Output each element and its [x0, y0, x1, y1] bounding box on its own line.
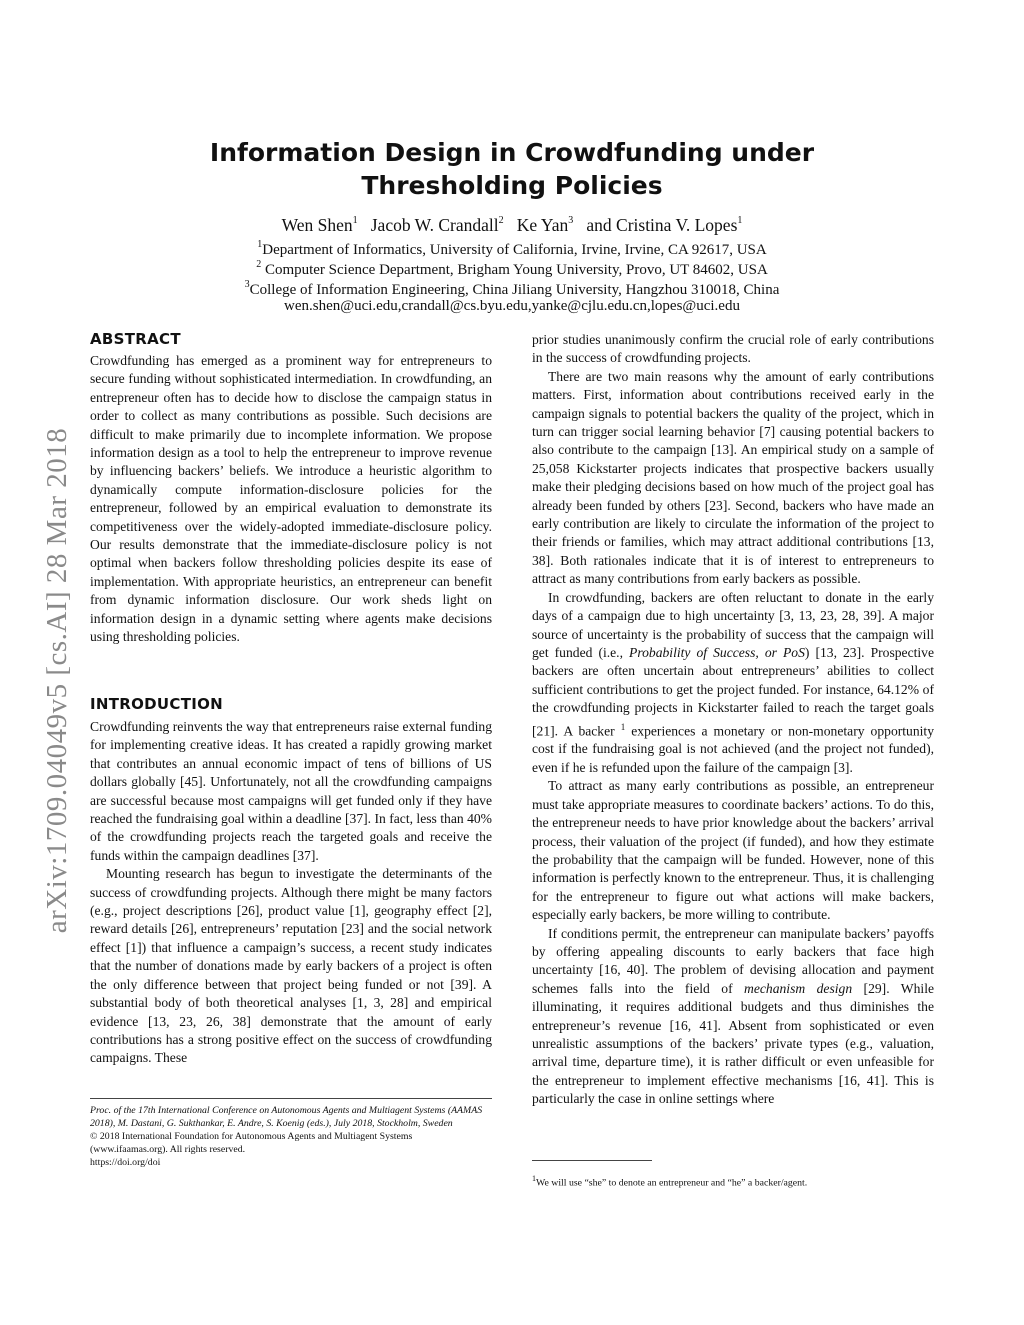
body-paragraph: To attract as many early contributions as possible, an entrepreneur must take appropriate measures to coordinate backers’ actions. To do this, the entrepreneur needs to have prior knowledge about the backers’ arrival process, their valuation of the project (if funded), and how they estimate the probability that the campaign will be funded. However, none of this information is perfectly known to the entrepreneur. Thus, it is challenging for the entrepreneur to figure out what actions will make backers, especially early backers, be more willing to contribute.	[532, 778, 934, 923]
affiliation: $^3$College of Information Engineering, China Jiliang University, Hangzhou 310018, China	[244, 279, 780, 298]
paper-title: Information Design in Crowdfunding under Thresholding Policies	[209, 138, 815, 200]
footnote: $^1$We will use “she” to denote an entrepreneur and “he” a backer/agent.	[532, 1174, 808, 1189]
abstract-text: Crowdfunding has emerged as a prominent way for entrepreneurs to secure funding without sophisticated intermediation. In crowdfunding, an entrepreneur often has to decide how to disclose the campaign status in order to collect as many contributions as possible. Such decisions are difficult to make primarily due to incomplete information. We propose information design as a tool to help the entrepreneur to improve revenue by influencing backers’ beliefs. We introduce a heuristic algorithm to dynamically compute information-disclosure policies for the entrepreneur, followed by an empirical evaluation to demonstrate its competitiveness over the widely-adopted immediate-disclosure policy. Our results demonstrate that the immediate-disclosure policy is not optimal when backers follow thresholding policies despite its ease of implementation. With appropriate heuristics, an entrepreneur can benefit from dynamic information disclosure. Our work sheds light on information design in a dynamic setting where agents make decisions using thresholding policies.	[90, 353, 492, 645]
author: Ke Yan$^3$	[516, 214, 574, 235]
author-emails: wen.shen@uci.edu,crandall@cs.byu.edu,yanke@cjlu.edu.cn,lopes@uci.edu	[284, 298, 740, 314]
body-paragraph: In crowdfunding, backers are often reluctant to donate in the early days of a campaign due to high uncertainty [3, 13, 23, 28, 39]. A major source of uncertainty is the probability of success that the campaign will get funded (i.e., Probability of Success, or PoS) [13, 23]. Prospective backers are often uncertain about entrepreneurs’ abilities to collect sufficient contributions to get the project funded. For instance, 64.12% of the crowdfunding projects in Kickstarter failed to reach the target goals [21]. A backer $^1$ experiences a monetary or non-monetary opportunity cost if the fundraising goal is not achieved (and the project not funded), even if he is refunded upon the failure of the campaign [3].	[532, 589, 934, 775]
footnote-rule	[532, 1160, 652, 1161]
conference-footnote	[90, 1104, 492, 1169]
abstract-body	[90, 352, 492, 647]
copyright-notice: © 2018 International Foundation for Autonomous Agents and Multiagent Systems (www.ifaamas.org). All rights reserved.	[90, 1131, 413, 1155]
author: Wen Shen$^1$	[281, 214, 358, 235]
arxiv-id-text: arXiv:1709.04049v5 [cs.AI] 28 Mar 2018	[41, 427, 74, 933]
author-list	[120, 210, 904, 237]
intro-paragraph: Mounting research has begun to investigate the determinants of the success of crowdfunding projects. Although there might be many factors (e.g., project descriptions [26], product value [1], geography effect [2], reward details [26], entrepreneurs’ reputation [23] and the social network effect [1]) that influence a campaign’s success, a recent study indicates that the number of donations made by early backers of a project is often the only difference between that project being funded or not [39]. A substantial body of both theoretical analyses [1, 3, 28] and empirical evidence [13, 23, 26, 38] demonstrate that the amount of early contributions has a strong positive effect on the success of crowdfunding campaigns. These	[90, 866, 492, 1066]
intro-paragraph: Crowdfunding reinvents the way that entrepreneurs raise external funding for implementing creative ideas. It has created a rapidly growing market that contributes an annual economic impact of tens of billions of US dollars globally [45]. Unfortunately, not all the crowdfunding campaigns are successful because most campaigns will get funded only if they have reached the fundraising goal within a deadline [37]. In fact, less than 40% of the crowdfunding projects reach the targeted goals and receive the funds within the campaign deadlines [37].	[90, 719, 492, 863]
body-paragraph: prior studies unanimously confirm the crucial role of early contributions in the success of crowdfunding projects.	[532, 332, 934, 366]
body-paragraph: There are two main reasons why the amount of early contributions matters. First, information about contributions received early in the campaign signals to potential backers the quality of the project, which in turn can trigger social learning behavior [7] causing potential backers to also contribute to the campaign [13]. An empirical study on a sample of 25,058 Kickstarter projects indicates that prospective backers usually make their pledging decisions based on how much of the project goal has already been funded by others [23]. Second, backers who have made an early contribution are likely to circulate the information of the project to their friends or families, which may attract additional contributions [13, 38]. Both rationales indicate that it is of interest to entrepreneurs to attract as many contributions from early backers as possible.	[532, 368, 934, 587]
right-column-body	[532, 331, 934, 1109]
doi-link[interactable]: https://doi.org/doi	[90, 1157, 161, 1168]
body-paragraph: If conditions permit, the entrepreneur can manipulate backers’ payoffs by offering appealing discounts to early backers that face high uncertainty [16, 40]. The problem of devising allocation and payment schemes falls into the field of mechanism design [29]. While illuminating, it requires additional budgets and thus diminishes the entrepreneur’s revenue [16, 41]. Absent from sophisticated or even unrealistic assumptions of the backers’ private types (e.g., valuation, arrival time, departure time), it is rather difficult or even unfeasible for the entrepreneur to implement effective mechanisms [16, 41]. This is particularly the case in online settings where	[532, 925, 934, 1107]
author: and Cristina V. Lopes$^1$	[586, 214, 743, 235]
author: Jacob W. Crandall$^2$	[370, 214, 504, 235]
affiliation: $^2$ Computer Science Department, Brigham Young University, Provo, UT 84602, USA	[256, 259, 768, 278]
conference-info: Proc. of the 17th International Conference on Autonomous Agents and Multiagent Systems (AAMAS 2018), M. Dastani, G. Sukthankar, E. Andre, S. Koenig (eds.), July 2018, Stockholm, Sweden	[90, 1105, 483, 1129]
introduction-heading: INTRODUCTION	[90, 695, 224, 713]
introduction-body	[90, 718, 492, 1068]
affiliation: $^1$Department of Informatics, University of California, Irvine, Irvine, CA 92617, USA	[257, 239, 767, 258]
abstract-heading: ABSTRACT	[90, 330, 181, 348]
footnote-rule	[90, 1098, 492, 1099]
